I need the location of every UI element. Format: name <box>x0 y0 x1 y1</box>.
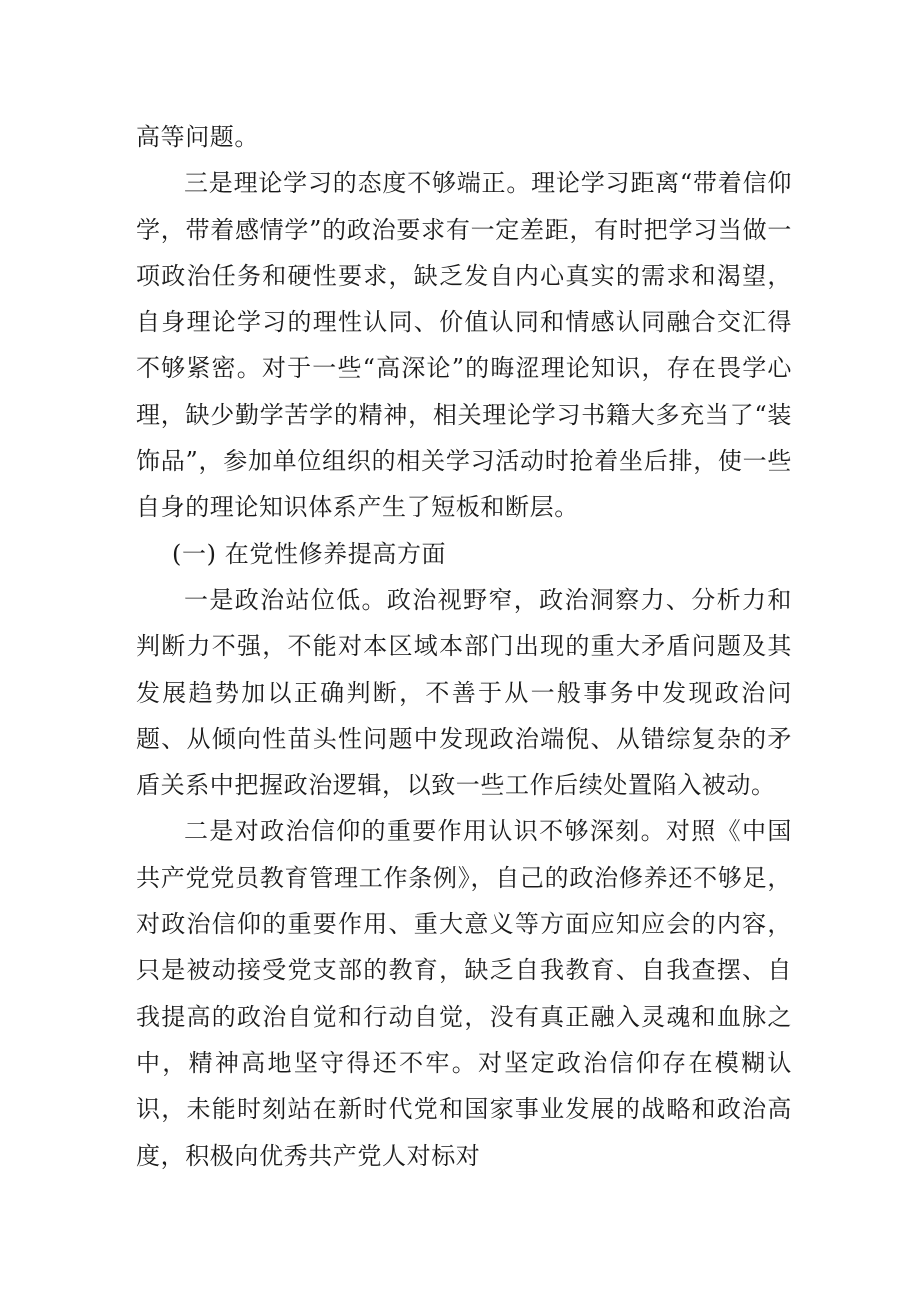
paragraph-political-belief: 二是对政治信仰的重要作用认识不够深刻。对照《中国共产党党员教育管理工作条例》，自己的政治修养还不够足，对政治信仰的重要作用、重大意义等方面应知应会的内容，只是被动接受党支部的教育，缺乏自我教育、自我查摆、自我提高的政治自觉和行动自觉，没有真正融入灵魂和血脉之中，精神高地坚守得还不牢。对坚定政治信仰存在模糊认识，未能时刻站在新时代党和国家事业发展的战略和政治高度，积极向优秀共产党人对标对 <box>136 817 792 1170</box>
paragraph-political-stance: 一是政治站位低。政治视野窄，政治洞察力、分析力和判断力不强，不能对本区域本部门出现的重大矛盾问题及其发展趋势加以正确判断，不善于从一般事务中发现政治问题、从倾向性苗头性问题中发现政治端倪、从错综复杂的矛盾关系中把握政治逻辑，以致一些工作后续处置陷入被动。 <box>136 585 792 800</box>
paragraph-theory-study-attitude: 三是理论学习的态度不够端正。理论学习距离“带着信仰学，带着感情学”的政治要求有一定差距，有时把学习当做一项政治任务和硬性要求，缺乏发自内心真实的需求和渴望，自身理论学习的理性认同、价值认同和情感认同融合交汇得不够紧密。对于一些“高深论”的晦涩理论知识，存在畏学心理，缺少勤学苦学的精神，相关理论学习书籍大多充当了“装饰品”，参加单位组织的相关学习活动时抢着坐后排，使一些自身的理论知识体系产生了短板和断层。 <box>136 169 792 522</box>
document-body <box>136 114 792 1179</box>
section-heading-party-spirit: (一) 在党性修养提高方面 <box>172 539 447 568</box>
paragraph-continuation: 高等问题。 <box>136 123 259 151</box>
